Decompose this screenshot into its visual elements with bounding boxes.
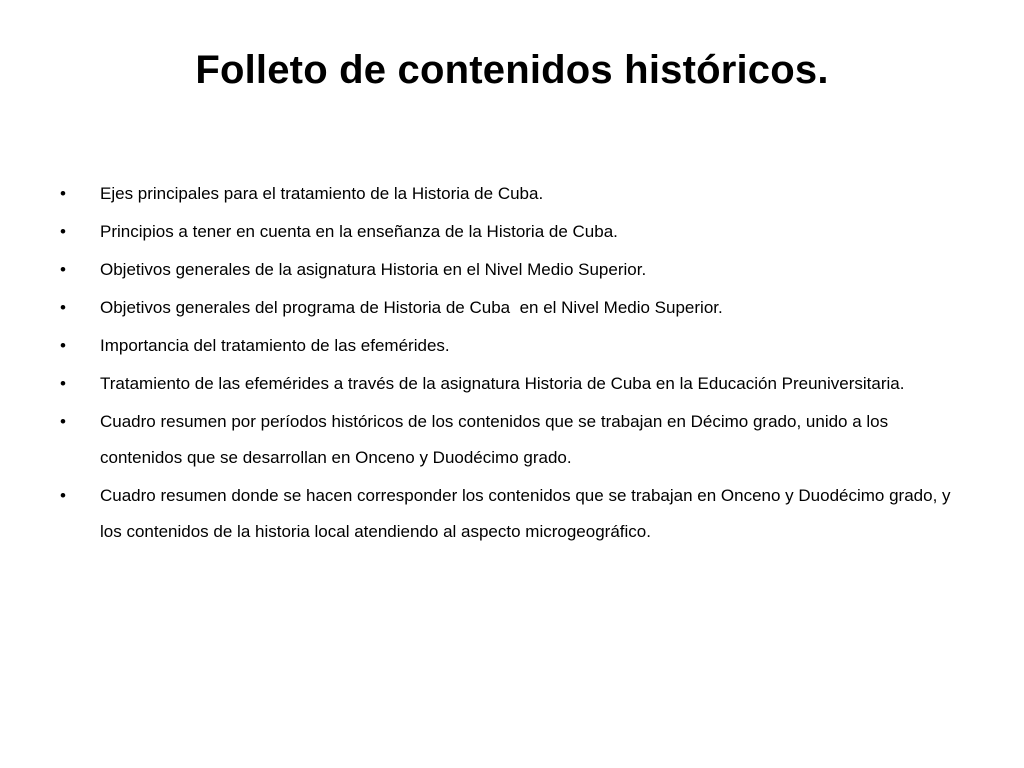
bullet-item-3 [60, 252, 960, 288]
bullet-marker-icon: • [60, 486, 66, 505]
bullet-item-1 [60, 176, 960, 212]
bullet-text: Objetivos generales de la asignatura Historia en el Nivel Medio Superior. [100, 260, 647, 279]
bullet-text: Ejes principales para el tratamiento de la Historia de Cuba. [100, 184, 544, 203]
bullet-item-7 [60, 404, 960, 476]
bullet-marker-icon: • [60, 412, 66, 431]
bullet-text: Objetivos generales del programa de Historia de Cuba en el Nivel Medio Superior. [100, 298, 723, 317]
bullet-marker-icon: • [60, 260, 66, 279]
bullet-marker-icon: • [60, 298, 66, 317]
bullet-marker-icon: • [60, 222, 66, 241]
bullet-text: Cuadro resumen donde se hacen corresponder los contenidos que se trabajan en Onceno y Duodécimo grado, y los contenidos de la historia local atendiendo al aspecto microgeográfico. [100, 486, 956, 541]
bullet-text: Importancia del tratamiento de las efemérides. [100, 336, 450, 355]
bullet-text: Tratamiento de las efemérides a través de la asignatura Historia de Cuba en la Educación Preuniversitaria. [100, 374, 905, 393]
bullet-item-2 [60, 214, 960, 250]
bullet-marker-icon: • [60, 374, 66, 393]
bullet-item-8 [60, 478, 960, 550]
bullet-marker-icon: • [60, 336, 66, 355]
bullet-text: Principios a tener en cuenta en la enseñanza de la Historia de Cuba. [100, 222, 618, 241]
bullet-text: Cuadro resumen por períodos históricos de los contenidos que se trabajan en Décimo grado, unido a los contenidos que se desarrollan en Onceno y Duodécimo grado. [100, 412, 893, 467]
bullet-item-5 [60, 328, 960, 364]
bullet-marker-icon: • [60, 184, 66, 203]
bullet-item-6 [60, 366, 960, 402]
bullet-item-4 [60, 290, 960, 326]
bullet-list [60, 176, 960, 552]
slide-title: Folleto de contenidos históricos. [195, 48, 829, 92]
